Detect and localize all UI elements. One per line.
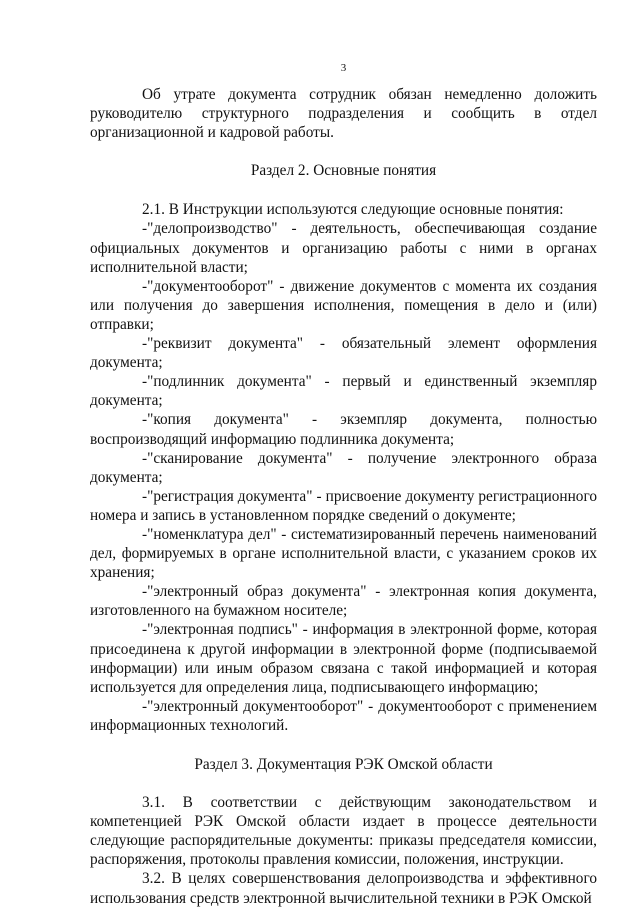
- document-body: [90, 85, 597, 908]
- definition-item: -"документооборот" - движение документов с момента их создания или получения до завершения исполнения, помещения в дело и (или) отправки;: [90, 277, 597, 333]
- section-2-lead: 2.1. В Инструкции используются следующие основные понятия:: [142, 201, 564, 219]
- definition-item: -"электронная подпись" - информация в электронной форме, которая присоединена к другой информации в электронной форме (подписываемой информации) или иным образом связана с такой информацией и которая используется для определения лица, подписывающего информацию;: [90, 621, 597, 696]
- definition-item: -"копия документа" - экземпляр документа, полностью воспроизводящий информацию подлинника документа;: [90, 411, 597, 448]
- definition-item: -"регистрация документа" - присвоение документу регистрационного номера и запись в установленном порядке сведений о документе;: [90, 487, 597, 524]
- section-2-heading: Раздел 2. Основные понятия: [250, 162, 437, 180]
- section-3-heading: Раздел 3. Документация РЭК Омской области: [194, 756, 493, 773]
- definition-item: -"электронный документооборот" - документооборот с применением информационных технологий.: [90, 697, 597, 734]
- definition-item: -"реквизит документа" - обязательный элемент оформления документа;: [90, 335, 597, 372]
- section-3-paragraph: 3.1. В соответствии с действующим законодательством и компетенцией РЭК Омской области издает в процессе деятельности следующие распорядительные документы: приказы председателя комиссии, распоряжения, протоколы правления комиссии, положения, инструкции.: [90, 794, 597, 869]
- definition-item: -"подлинник документа" - первый и единственный экземпляр документа;: [90, 373, 597, 410]
- page-number: 3: [340, 62, 347, 74]
- definition-item: -"номенклатура дел" - систематизированный перечень наименований дел, формируемых в органе исполнительной власти, с указанием сроков их хранения;: [90, 525, 597, 582]
- definition-item: -"сканирование документа" - получение электронного образа документа;: [90, 449, 597, 486]
- definition-item: -"электронный образ документа" - электронная копия документа, изготовленного на бумажном носителе;: [90, 583, 597, 620]
- definition-item: -"делопроизводство" - деятельность, обеспечивающая создание официальных документов и организацию работы с ними в органах исполнительной власти;: [90, 220, 597, 276]
- section-3-paragraph: 3.2. В целях совершенствования делопроизводства и эффективного использования средств электронной вычислительной техники в РЭК Омской: [90, 870, 597, 907]
- intro-paragraph: Об утрате документа сотрудник обязан немедленно доложить руководителю структурного подразделения и сообщить в отдел организационной и кадровой работы.: [90, 86, 597, 142]
- document-page: [90, 0, 597, 905]
